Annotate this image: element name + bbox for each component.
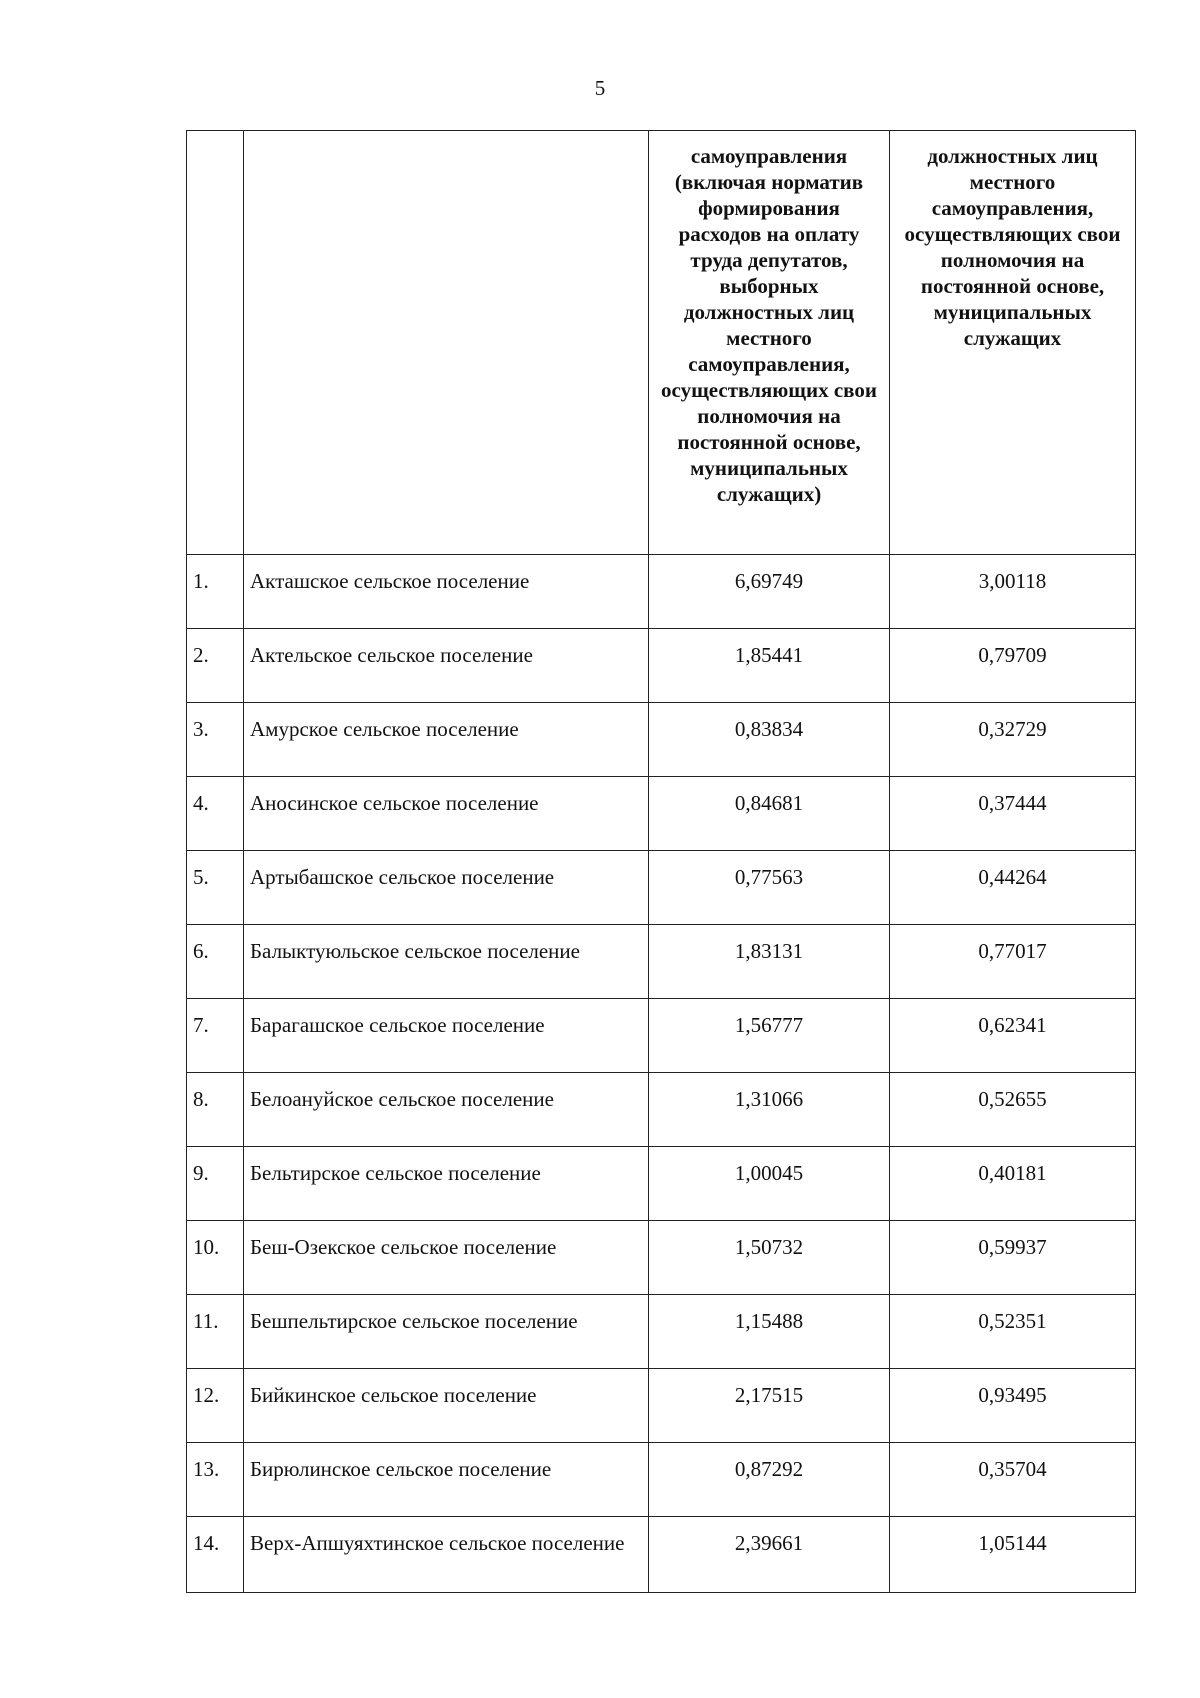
row-number: 2. bbox=[187, 629, 244, 703]
value-norm-total: 1,83131 bbox=[649, 925, 890, 999]
value-norm-officials: 0,77017 bbox=[890, 925, 1136, 999]
row-number: 8. bbox=[187, 1073, 244, 1147]
row-number: 7. bbox=[187, 999, 244, 1073]
row-number: 3. bbox=[187, 703, 244, 777]
value-norm-total: 1,15488 bbox=[649, 1295, 890, 1369]
header-cell-number bbox=[187, 131, 244, 555]
table-row bbox=[187, 1443, 1136, 1517]
value-norm-officials: 0,37444 bbox=[890, 777, 1136, 851]
value-norm-officials: 0,79709 bbox=[890, 629, 1136, 703]
table-row bbox=[187, 555, 1136, 629]
value-norm-officials: 0,59937 bbox=[890, 1221, 1136, 1295]
table-row bbox=[187, 851, 1136, 925]
settlement-name: Актельское сельское поселение bbox=[244, 629, 649, 703]
row-number: 14. bbox=[187, 1517, 244, 1593]
table-row bbox=[187, 703, 1136, 777]
value-norm-total: 1,00045 bbox=[649, 1147, 890, 1221]
settlement-name: Акташское сельское поселение bbox=[244, 555, 649, 629]
value-norm-total: 2,39661 bbox=[649, 1517, 890, 1593]
value-norm-officials: 1,05144 bbox=[890, 1517, 1136, 1593]
value-norm-total: 0,77563 bbox=[649, 851, 890, 925]
value-norm-total: 0,83834 bbox=[649, 703, 890, 777]
row-number: 4. bbox=[187, 777, 244, 851]
row-number: 13. bbox=[187, 1443, 244, 1517]
value-norm-total: 1,50732 bbox=[649, 1221, 890, 1295]
table-body bbox=[187, 131, 1136, 1593]
table-row bbox=[187, 1221, 1136, 1295]
row-number: 12. bbox=[187, 1369, 244, 1443]
row-number: 1. bbox=[187, 555, 244, 629]
value-norm-officials: 0,93495 bbox=[890, 1369, 1136, 1443]
row-number: 9. bbox=[187, 1147, 244, 1221]
value-norm-total: 0,87292 bbox=[649, 1443, 890, 1517]
settlement-name: Аносинское сельское поселение bbox=[244, 777, 649, 851]
table-row bbox=[187, 1073, 1136, 1147]
row-number: 5. bbox=[187, 851, 244, 925]
settlement-name: Амурское сельское поселение bbox=[244, 703, 649, 777]
value-norm-officials: 0,32729 bbox=[890, 703, 1136, 777]
value-norm-total: 2,17515 bbox=[649, 1369, 890, 1443]
value-norm-officials: 0,62341 bbox=[890, 999, 1136, 1073]
table-row bbox=[187, 1369, 1136, 1443]
settlement-name: Беш-Озекское сельское поселение bbox=[244, 1221, 649, 1295]
value-norm-officials: 0,44264 bbox=[890, 851, 1136, 925]
settlement-name: Барагашское сельское поселение bbox=[244, 999, 649, 1073]
table-row bbox=[187, 1295, 1136, 1369]
value-norm-total: 6,69749 bbox=[649, 555, 890, 629]
settlement-name: Артыбашское сельское поселение bbox=[244, 851, 649, 925]
row-number: 11. bbox=[187, 1295, 244, 1369]
value-norm-total: 1,85441 bbox=[649, 629, 890, 703]
settlement-name: Бешпельтирское сельское поселение bbox=[244, 1295, 649, 1369]
settlement-name: Верх-Апшуяхтинское сельское поселение bbox=[244, 1517, 649, 1593]
table-header-row bbox=[187, 131, 1136, 555]
table-row bbox=[187, 629, 1136, 703]
row-number: 10. bbox=[187, 1221, 244, 1295]
header-cell-norm-officials: должностных лиц местного самоуправления, осуществляющих свои полномочия на постоянной основе, муниципальных служащих bbox=[890, 131, 1136, 555]
settlement-name: Белоануйское сельское поселение bbox=[244, 1073, 649, 1147]
table-row bbox=[187, 777, 1136, 851]
value-norm-officials: 0,35704 bbox=[890, 1443, 1136, 1517]
page-number: 5 bbox=[594, 76, 606, 100]
value-norm-officials: 3,00118 bbox=[890, 555, 1136, 629]
table-row bbox=[187, 999, 1136, 1073]
value-norm-total: 1,31066 bbox=[649, 1073, 890, 1147]
value-norm-officials: 0,52351 bbox=[890, 1295, 1136, 1369]
table-row bbox=[187, 1147, 1136, 1221]
settlement-name: Бийкинское сельское поселение bbox=[244, 1369, 649, 1443]
settlement-name: Бирюлинское сельское поселение bbox=[244, 1443, 649, 1517]
data-table bbox=[186, 130, 1136, 1593]
table-row bbox=[187, 1517, 1136, 1593]
settlement-name: Балыктуюльское сельское поселение bbox=[244, 925, 649, 999]
value-norm-total: 0,84681 bbox=[649, 777, 890, 851]
value-norm-officials: 0,40181 bbox=[890, 1147, 1136, 1221]
header-cell-norm-total: самоуправления (включая норматив формирования расходов на оплату труда депутатов, выборных должностных лиц местного самоуправления, осуществляющих свои полномочия на постоянной основе, муниципальных служащих) bbox=[649, 131, 890, 555]
header-cell-name bbox=[244, 131, 649, 555]
value-norm-total: 1,56777 bbox=[649, 999, 890, 1073]
row-number: 6. bbox=[187, 925, 244, 999]
value-norm-officials: 0,52655 bbox=[890, 1073, 1136, 1147]
settlement-name: Бельтирское сельское поселение bbox=[244, 1147, 649, 1221]
table-row bbox=[187, 925, 1136, 999]
